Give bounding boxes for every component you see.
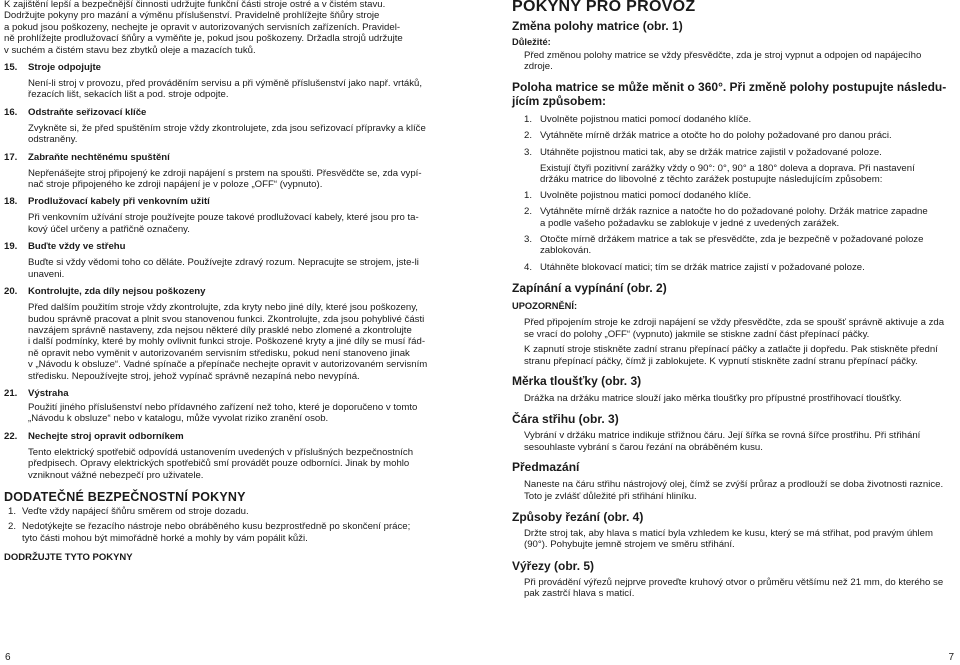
heading-thickness-gauge: Měrka tloušťky (obr. 3) xyxy=(512,373,642,388)
left-page-column xyxy=(4,0,466,563)
item-title: Zabraňte nechtěnému spuštění xyxy=(28,151,170,163)
heading-switch: Zapínání a vypínání (obr. 2) xyxy=(512,281,667,296)
safety-item-19 xyxy=(4,241,466,280)
text-line: Toto je zvlášť důležité při střihání hliníku. xyxy=(524,490,697,502)
text-line: zdroje. xyxy=(524,61,553,73)
text-line: nač stroje připojeného ke zdroji napájení je v poloze „OFF“ (vypnuto). xyxy=(28,179,323,191)
text-line: ně opravit nebo vyměnit v autorizovaném servisním středisku, pokud není stanoveno jinak xyxy=(28,347,410,359)
text-line: vzniknout vážné nebezpečí pro uživatele. xyxy=(28,469,204,481)
item-number: 17. xyxy=(4,151,18,163)
text-line: unaveni. xyxy=(28,268,65,280)
text-line: Nepřenášejte stroj připojený ke zdroji napájení s prstem na spoušti. Přesvědčte se, zda vypí- xyxy=(28,167,422,179)
text-line: ně prohlížejte prodlužovací šňůry a vyměňte je, pokud jsou poškozeny. Držadla strojů udržujte xyxy=(4,33,403,45)
item-title: Prodlužovací kabely při venkovním užití xyxy=(28,196,210,208)
text-line: Existují čtyři pozitivní zarážky vždy o 90°: 0°, 90° a 180° doleva a doprava. Při nastavení xyxy=(540,163,915,175)
text-line: Zvykněte si, že před spuštěním stroje vždy zkontrolujete, zda jsou seřizovací přípravky a klíče xyxy=(28,122,426,134)
text-line: v suchém a čistém stavu bez zbytků oleje a mazacích tuků. xyxy=(4,44,256,56)
list-item: 4. Utáhněte blokovací matici; tím se držák matrice zajistí v požadované poloze. xyxy=(524,261,865,273)
safety-item-15 xyxy=(4,62,466,101)
text-line: stranu přepínací páčky, čímž ji zablokujete. K vypnutí stiskněte zadní stranu přepínací páčky. xyxy=(524,355,918,367)
heading-cutouts: Výřezy (obr. 5) xyxy=(512,558,595,573)
text-line: sesouhlaste vybrání s čarou řezání na obráběném kusu. xyxy=(524,441,763,453)
item-number: 20. xyxy=(4,286,18,298)
list-item: 3. Utáhněte pojistnou matici tak, aby se držák matrice zajistil v požadované poloze. xyxy=(524,146,882,158)
safety-item-21 xyxy=(4,388,466,425)
item-number: 19. xyxy=(4,241,18,253)
item-number: 21. xyxy=(4,387,18,399)
additional-safety-list xyxy=(4,506,466,544)
list-item: 2. Vytáhněte mírně držák matrice a otočte ho do polohy požadované pro danou práci. xyxy=(524,130,892,142)
text-line: Použití jiného příslušenství nebo přídavného zařízení než toho, které je doporučeno v tomto xyxy=(28,401,418,413)
safety-item-22 xyxy=(4,431,466,481)
heading-rotation: Poloha matrice se může měnit o 360°. Při změně polohy postupujte následu- xyxy=(512,79,947,94)
text-line: Naneste na čáru střihu nástrojový olej, čímž se zvýší průraz a prodlouží se doba životnosti raznice. xyxy=(524,479,944,491)
safety-item-17 xyxy=(4,152,466,191)
text-line: Drážka na držáku matrice slouží jako měrka tloušťky pro přípustné prostřihovací tloušťky. xyxy=(524,392,902,404)
text-line: budou správně pracovat a plnit svou stanovenou funkci. Zkontrolujte, zda jsou pohyblivé části xyxy=(28,313,425,325)
text-line: Před připojením stroje ke zdroji napájení se vždy přesvědčte, zda se spoušť správně aktivuje a zda xyxy=(524,317,945,329)
list-item: 2. Vytáhněte mírně držák raznice a natočte ho do požadované polohy. Držák matrice zapadne a podle vašeho požadavku se zablokuje v jedné z uvedených zarážek. xyxy=(524,206,928,229)
text-line: Dodržujte pokyny pro mazání a výměnu příslušenství. Pravidelně prohlížejte šňůry stroje xyxy=(4,10,380,22)
item-title: Buďte vždy ve střehu xyxy=(28,241,126,253)
text-line: pak zastrčí hlava s maticí. xyxy=(524,588,635,600)
item-number: 18. xyxy=(4,196,18,208)
stop-steps-list xyxy=(512,190,958,273)
item-number: 16. xyxy=(4,106,18,118)
text-line: středisku. Nepoužívejte stroj, jehož vypínač správně nezapíná nebo nevypíná. xyxy=(28,370,360,382)
footer-heading: DODRŽUJTE TYTO POKYNY xyxy=(4,552,133,564)
text-line: v „Návodu k obsluze“. Vadné spínače a přepínače nechejte opravit v autorizovaném servisním xyxy=(28,359,428,371)
right-page-column xyxy=(512,0,958,600)
text-line: K zapnutí stroje stiskněte zadní stranu přepínací páčky a zatlačte ji dopředu. Pak stiskněte přední xyxy=(524,344,938,356)
list-item: 1. Uvolněte pojistnou matici pomocí dodaného klíče. xyxy=(524,113,752,125)
page-number-left: 6 xyxy=(5,652,11,663)
safety-item-18 xyxy=(4,196,466,235)
text-line: Před změnou polohy matrice se vždy přesvědčte, zda je stroj vypnut a odpojen od napájecího xyxy=(524,50,922,61)
text-line: předpisech. Opravy elektrických spotřebičů smí provádět pouze odborníci. Jinak by mohlo xyxy=(28,458,410,470)
safety-item-16 xyxy=(4,107,466,146)
intro-paragraph xyxy=(4,0,466,56)
text-line: „Návodu k obsluze“ nebo v katalogu, může vyvolat riziko zranění osob. xyxy=(28,413,329,425)
heading-cut-line: Čára střihu (obr. 3) xyxy=(512,412,619,427)
text-line: navzájem správně nastaveny, zda nejsou některé díly prasklé nebo zlomené a zkontrolujte xyxy=(28,324,412,336)
list-item: 2. Nedotýkejte se řezacího nástroje nebo obráběného kusu bezprostředně po skončení práce; tyto části mohou být mimořádně horké a mohly by vám popálit kůži. xyxy=(8,521,411,544)
text-line: Při venkovním užívání stroje používejte pouze takové prodlužovací kabely, které jsou pro ta- xyxy=(28,212,419,224)
text-line: K zajištění lepší a bezpečnější činnosti udržujte funkční části stroje ostré a v čistém stavu. xyxy=(4,0,386,10)
list-item: 1. Uvolněte pojistnou matici pomocí dodaného klíče. xyxy=(524,189,752,201)
item-title: Kontrolujte, zda díly nejsou poškozeny xyxy=(28,286,206,298)
item-title: Stroje odpojujte xyxy=(28,62,102,74)
text-line: i další podmínky, které by mohly ovlivnit funkci stroje. Poškozené kryty a jiné díly se musí řád- xyxy=(28,336,426,348)
text-line: se vrací do polohy „OFF“ (vypnuto) jakmile se stiskne zadní část přepínací páčky. xyxy=(524,328,870,340)
text-line: odstraněny. xyxy=(28,134,78,146)
list-item: 3. Otočte mírně držákem matrice a tak se přesvědčte, zda je bezpečně v požadované poloze zablokován. xyxy=(524,234,924,257)
text-line: Před dalším použitím stroje vždy zkontrolujte, zda kryty nebo jiné díly, které jsou poškozeny, xyxy=(28,302,418,314)
label-caution: UPOZORNĚNÍ: xyxy=(512,301,578,312)
item-number: 15. xyxy=(4,62,18,74)
item-title: Nechejte stroj opravit odborníkem xyxy=(28,430,184,442)
page-number-right: 7 xyxy=(948,652,954,663)
text-line: Buďte si vždy vědomi toho co děláte. Používejte zdravý rozum. Nepracujte se strojem, jste-li xyxy=(28,257,419,269)
text-line: Při provádění výřezů nejprve proveďte kruhový otvor o průměru většímu než 21 mm, do kterého se xyxy=(524,576,944,588)
page-title: POKYNY PRO PROVOZ xyxy=(512,0,696,15)
heading-rotation-cont: jícím způsobem: xyxy=(512,93,607,108)
text-line: řezacích lišt, sekacích lišt a pod. stroje odpojte. xyxy=(28,89,229,101)
text-line: Není-li stroj v provozu, před prováděním servisu a při výměně příslušenství jako např. vrtáků, xyxy=(28,78,423,90)
heading-prelubrication: Předmazání xyxy=(512,460,580,475)
text-line: kový účel určeny a patřičně označeny. xyxy=(28,223,190,235)
section-title-additional-safety: DODATEČNÉ BEZPEČNOSTNÍ POKYNY xyxy=(4,489,246,504)
label-important: Důležité: xyxy=(512,37,551,47)
heading-matrix-position: Změna polohy matrice (obr. 1) xyxy=(512,19,683,33)
text-line: a pokud jsou poškozeny, nechejte je opravit v autorizovaných servisních zařízeních. Pravidel- xyxy=(4,21,401,33)
item-title: Odstraňte seřizovací klíče xyxy=(28,106,147,118)
rotation-steps-list xyxy=(512,114,958,158)
text-line: Držte stroj tak, aby hlava s maticí byla vzhledem ke kusu, který se má střihat, pod pravým úhlem xyxy=(524,527,933,539)
text-line: (90°). Pohybujte jemně strojem ve směru střihání. xyxy=(524,539,735,551)
text-line: Tento elektrický spotřebič odpovídá ustanovením uvedených v příslušných bezpečnostních xyxy=(28,446,414,458)
text-line: Vybrání v držáku matrice indikuje střižnou čáru. Její šířka se rovná šířce prostřihu. Při střihání xyxy=(524,430,921,442)
item-number: 22. xyxy=(4,430,18,442)
safety-item-20 xyxy=(4,286,466,382)
text-line: držáku matrice do libovolné z těchto zarážek postupujte následujícím způsobem: xyxy=(540,174,883,186)
item-title: Výstraha xyxy=(28,387,69,399)
list-item: 1. Veďte vždy napájecí šňůru směrem od stroje dozadu. xyxy=(8,505,249,517)
heading-cutting-methods: Způsoby řezání (obr. 4) xyxy=(512,509,644,524)
